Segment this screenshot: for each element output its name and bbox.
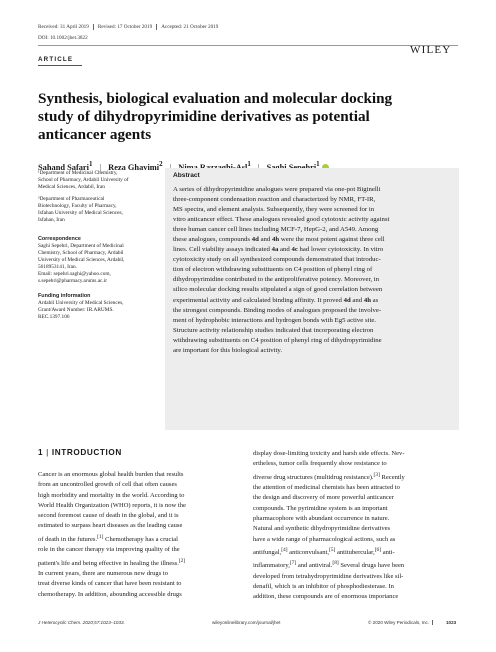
abstract-line: three human cancer cell lines including MCF-7, HepG-2, and A549. Among xyxy=(173,226,379,234)
funding-info: Funding information Ardabil University of Medical Sciences, Grant/Award Number: IR.ARUMS. REC.1397.106 xyxy=(38,293,158,321)
abstract-line: three-component condensation reaction and characterized by NMR, FT-IR, xyxy=(173,196,376,204)
body-text-line: estimated to surpass heart diseases as the leading cause xyxy=(38,522,183,530)
correspondence: Correspondence Saghi Sepehri, Department of Medicinal Chemistry, School of Pharmacy, Ardabil University of Medical Sciences, Ardabil, 5618953141, Iran. Email: sepehri.saghi@yahoo.com, s.sepehri@pharmacy.arums.ac.ir xyxy=(38,236,158,285)
accepted-date: Accepted: 21 October 2019 xyxy=(161,24,219,31)
body-text-line: the design and discovery of more powerful anticancer xyxy=(253,494,394,502)
article-info-sidebar xyxy=(38,170,158,326)
body-text-line: have a wide range of pharmacological actions, such as xyxy=(253,535,396,543)
abstract-line: cytotoxicity study on all synthesized compounds demonstrated that introduc- xyxy=(173,256,381,264)
affiliation-2: ²Department of Pharmaceutical Biotechnology, Faculty of Pharmacy, Isfahan University of Medical Sciences, Isfahan, Iran xyxy=(38,196,123,223)
abstract-line: lines. Cell viability assays indicated 4a and 4c had lower cytotoxicity. In vitro xyxy=(173,246,384,254)
abstract-line: A series of dihydropyrimidine analogues were prepared via one-pot Biginelli xyxy=(173,186,381,193)
author-divider: | xyxy=(99,162,102,172)
body-text-line: from an uncontrolled growth of cell that often causes xyxy=(38,481,177,489)
journal-citation: J Heterocyclic Chem. 2020;57:1023–1033. xyxy=(38,620,125,625)
body-text-line: pharmacophore with abundant occurrence in nature. xyxy=(253,514,390,522)
body-text-line: high morbidity and mortality in the world. According to xyxy=(38,491,185,499)
abstract-line: Structure activity relationship studies indicated that incorporating electron xyxy=(173,326,374,334)
email-link[interactable]: Email: sepehri.saghi@yahoo.com, xyxy=(38,271,111,277)
abstract-body xyxy=(173,185,453,356)
body-column-right xyxy=(253,449,461,603)
email-link[interactable]: s.sepehri@pharmacy.arums.ac.ir xyxy=(38,278,107,284)
correspondence-heading: Correspondence xyxy=(38,236,81,242)
page-number: 1023 xyxy=(446,620,457,625)
funding-heading: Funding information xyxy=(38,293,91,299)
abstract-line: vitro anticancer effect. These analogues revealed good cytotoxic activity against xyxy=(173,216,390,224)
body-text-line: of death in the futures.[1] Chemotherapy has a crucial xyxy=(38,533,178,543)
body-text-line: ertheless, tumor cells frequently show resistance to xyxy=(253,460,387,468)
journal-url[interactable]: wileyonlinelibrary.com/journal/jhet xyxy=(212,620,281,625)
abstract-line: tion of electron withdrawing substituents on C4 position of phenyl ring of xyxy=(173,266,373,274)
abstract-heading: Abstract xyxy=(173,172,200,179)
body-text-line: antifungal,[4] anticonvulsant,[5] antitubercular,[6] anti- xyxy=(253,546,395,557)
body-text-line: compounds. The pyrimidine system is an important xyxy=(253,504,388,512)
received-date: Received: 31 April 2019 xyxy=(38,24,89,31)
body-text-line: Cancer is an enormous global health burden that results xyxy=(38,471,184,478)
body-text-line: inflammatory,[7] and antiviral.[8] Several drugs have been xyxy=(253,560,405,570)
abstract-line: experimental activity and calculated binding affinity. It proved 4d and 4h as xyxy=(173,296,379,304)
header-divider xyxy=(38,45,458,46)
author-name[interactable]: Reza Ghavimi$^2$ xyxy=(108,160,163,172)
author-name[interactable]: 1 xyxy=(316,160,320,168)
copyright: © 2020 Wiley Periodicals, Inc. xyxy=(368,620,436,625)
body-text-line: developed from tetrahydropyrimidine derivatives like sil- xyxy=(253,572,404,580)
publisher-logo: WILEY xyxy=(410,44,452,56)
article-dates xyxy=(38,24,218,30)
doi[interactable]: DOI: 10.1002/jhet.3822 xyxy=(38,35,88,41)
body-text-line: role in the cancer therapy via improving quality of the xyxy=(38,546,180,554)
abstract-line: MS spectra, and element analysis. Subsequently, they were screened for in xyxy=(173,206,375,214)
body-text-line: the attention of medicinal chemists has been attracted to xyxy=(253,484,400,492)
body-text-line: In current years, there are numerous new drugs to xyxy=(38,570,168,578)
date-divider xyxy=(93,24,94,30)
abstract-line: are important for this biological activity. xyxy=(173,346,283,354)
abstract-line: withdrawing substituents on C4 position of phenyl ring of dihydropyrimidine xyxy=(173,336,382,344)
body-text-line: display dose-limiting toxicity and harsh side effects. Nev- xyxy=(253,450,405,457)
body-text-line: chemotherapy. In addition, abounding accessible drugs xyxy=(38,590,182,598)
abstract-line: dihydropyrimidine contributed to the antiproliferative potency. Moreover, in xyxy=(173,276,380,284)
article-type-label: ARTICLE xyxy=(38,56,74,63)
author-name[interactable]: 1 xyxy=(247,160,251,168)
body-text-line: diverse drug structures (multidrug resistance).[3] Recently xyxy=(253,471,405,481)
date-divider xyxy=(156,24,157,30)
article-title: Synthesis, biological evaluation and molecular docking study of dihydropyrimidine derivatives as potential anticancer agents xyxy=(38,90,393,143)
body-text-line: treat diverse kinds of cancer that have been resistant to xyxy=(38,580,182,588)
section-heading-introduction: 1 | INTRODUCTION xyxy=(38,448,122,457)
body-text-line: second foremost cause of death in the global, and it is xyxy=(38,512,179,520)
body-text-line: patient's life and being effective in healing the illness.[2] xyxy=(38,557,186,567)
body-column-left xyxy=(38,470,246,600)
body-text-line: addition, these compounds are of enormous importance xyxy=(253,593,399,601)
article-label-underline xyxy=(38,65,82,66)
abstract-line: silico molecular docking results stipulated a sign of good correlation between xyxy=(173,286,383,294)
abstract-line: these analogues, compounds 4d and 4h were the most potent against three cell xyxy=(173,236,385,244)
body-text-line: Natural and synthetic dihydropyrimidine derivatives xyxy=(253,525,391,533)
revised-date: Revised: 17 October 2019 xyxy=(97,24,153,31)
author-name[interactable]: Sahand Safari$^1$ xyxy=(38,160,93,172)
abstract-line: ment of hydrophobic interactions and hydrogen bonds with Eg5 active site. xyxy=(173,316,377,324)
body-text-line: denafil, which is an inhibitor of phosphodiesterase. In xyxy=(253,583,394,591)
body-text-line: World Health Organization (WHO) reports, it is now the xyxy=(38,501,186,509)
affiliation-1: ¹Department of Medicinal Chemistry, School of Pharmacy, Ardabil University of Medical Sciences, Ardabil, Iran xyxy=(38,170,129,190)
abstract-line: the strongest compounds. Binding modes of analogues proposed the involve- xyxy=(173,306,382,314)
